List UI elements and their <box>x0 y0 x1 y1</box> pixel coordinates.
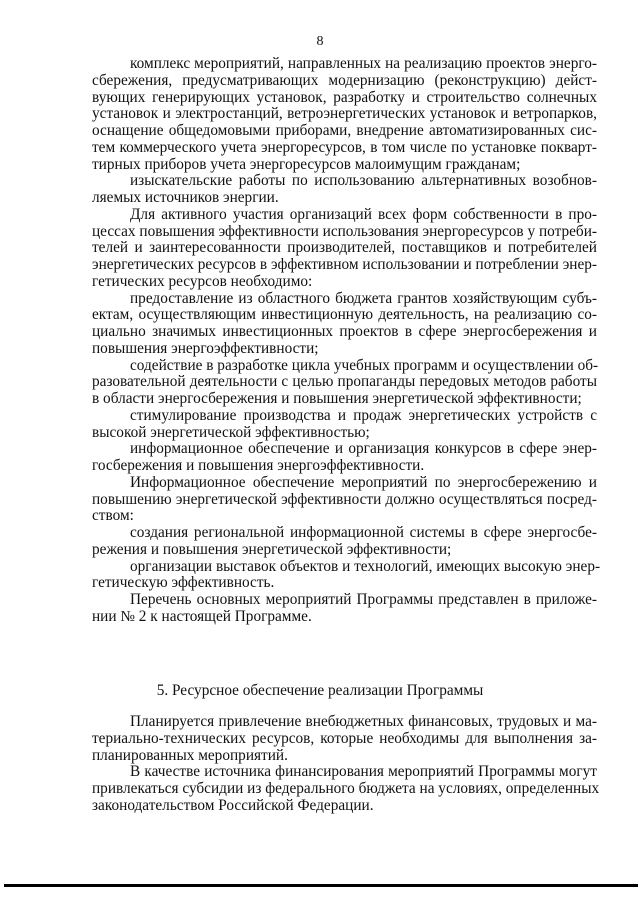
text-line: законодательством Российской Федерации. <box>92 796 374 814</box>
text-line: гетическую эффективность. <box>92 574 275 592</box>
text-line: Для активного участия организаций всех форм собственности в про- <box>130 205 597 223</box>
text-line: териально-технических ресурсов, которые необходимы для выполнения за- <box>92 729 597 747</box>
text-line: привлекаться субсидии из федерального бюджета на условиях, определенных <box>92 780 600 797</box>
text-line: информационное обеспечение и организация конкурсов в сфере энер- <box>130 440 597 458</box>
text-line: Информационное обеспечение мероприятий по энергосбережению и <box>130 473 597 491</box>
text-line: изыскательские работы по использованию альтернативных возобнов- <box>130 172 597 190</box>
text-line: госбережения и повышения энергоэффективности. <box>92 457 425 474</box>
text-line: комплекс мероприятий, направленных на реализацию проектов энерго- <box>130 55 597 72</box>
text-line: предоставление из областного бюджета грантов хозяйствующим субъ- <box>130 289 597 307</box>
text-line: стимулирование производства и продаж энергетических устройств с <box>130 406 597 424</box>
text-line: содействие в разработке цикла учебных программ и осуществлении об- <box>130 356 599 374</box>
text-line: Планируется привлечение внебюджетных финансовых, трудовых и ма- <box>130 713 597 730</box>
text-line: установок и электростанций, ветроэнергетических установок и ветропарков, <box>92 105 597 123</box>
body-text <box>92 55 601 626</box>
section-heading: 5. Ресурсное обеспечение реализации Программы <box>156 682 484 699</box>
bottom-rule <box>4 884 638 887</box>
text-line: тем коммерческого учета энергоресурсов, в том числе по установке покварт- <box>92 138 597 156</box>
text-line: организации выставок объектов и технологий, имеющих высокую энер- <box>130 557 601 575</box>
text-line: режения и повышения энергетической эффективности; <box>92 540 452 558</box>
text-line: вующих генерирующих установок, разработку и строительство солнечных <box>92 88 597 106</box>
text-line: в области энергосбережения и повышения энергетической эффективности; <box>92 390 582 407</box>
text-line: ектам, осуществляющим инвестиционную деятельность, на реализацию со- <box>92 306 597 324</box>
text-line: оснащение общедомовыми приборами, внедрение автоматизированных сис- <box>92 122 597 139</box>
text-line: В качестве источника финансирования мероприятий Программы могут <box>130 763 597 781</box>
text-line: ством: <box>92 507 134 525</box>
page-number: 8 <box>316 34 324 49</box>
text-line: телей и заинтересованности производителей, поставщиков и потребителей <box>92 239 597 257</box>
text-line: гетических ресурсов необходимо: <box>92 272 313 290</box>
section-body-text <box>92 713 600 815</box>
text-line: Перечень основных мероприятий Программы представлен в приложе- <box>130 591 597 608</box>
text-line: создания региональной информационной системы в сфере энергосбе- <box>130 524 597 541</box>
text-line: планированных мероприятий. <box>92 746 288 764</box>
text-line: повышения энергоэффективности; <box>92 339 319 357</box>
text-line: сбережения, предусматривающих модернизацию (реконструкцию) дейст- <box>92 71 597 89</box>
text-line: нии № 2 к настоящей Программе. <box>92 607 312 625</box>
text-line: цессах повышения эффективности использования энергоресурсов у потреби- <box>92 222 597 240</box>
text-line: энергетических ресурсов в эффективном использовании и потреблении энер- <box>92 256 597 273</box>
text-line: циально значимых инвестиционных проектов в сфере энергосбережения и <box>92 323 597 340</box>
text-line: высокой энергетической эффективностью; <box>92 423 370 441</box>
text-line: ляемых источников энергии. <box>92 189 279 206</box>
text-line: разовательной деятельности с целью пропаганды передовых методов работы <box>92 373 597 391</box>
text-line: тирных приборов учета энергоресурсов малоимущим гражданам; <box>92 155 521 173</box>
text-line: повышению энергетической эффективности должно осуществляться посред- <box>92 490 597 508</box>
